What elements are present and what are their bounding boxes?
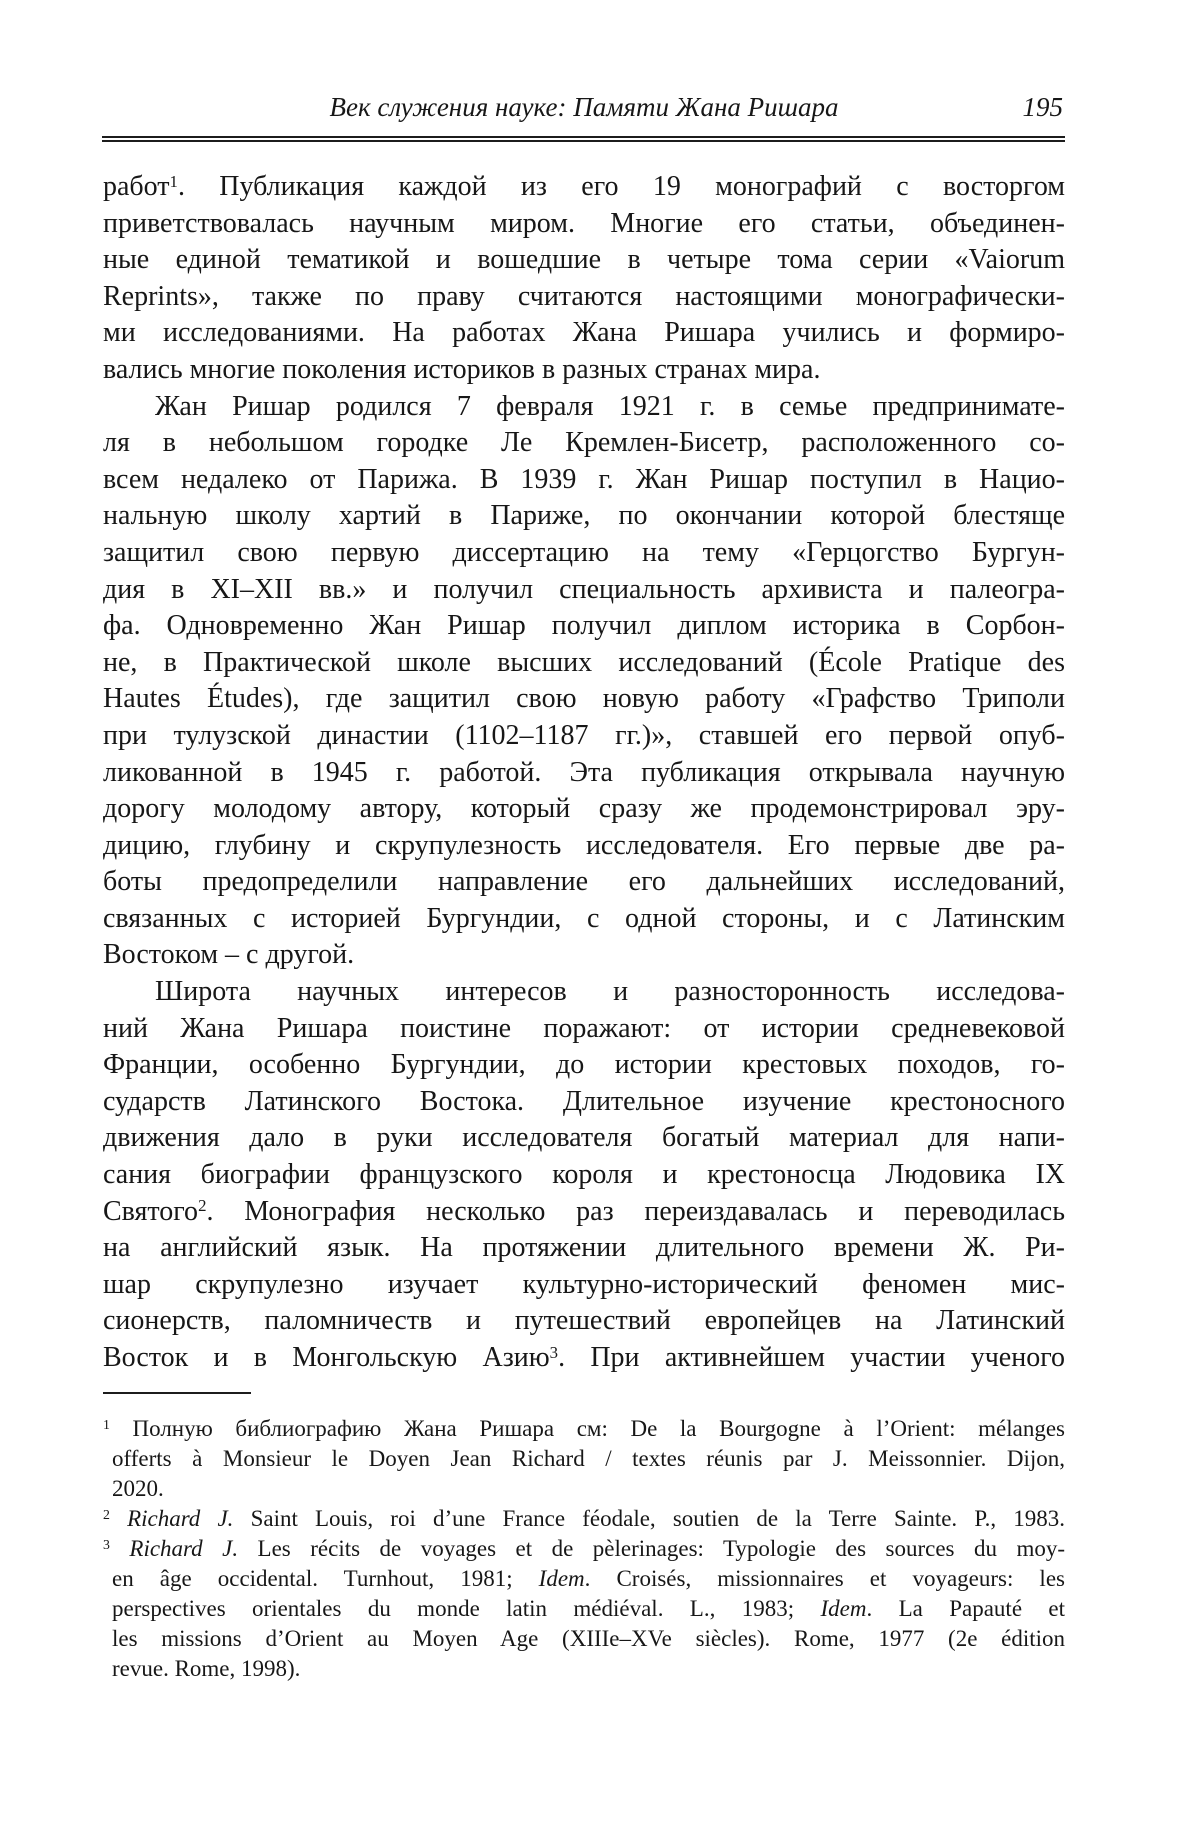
italic-text: Idem [538,1566,585,1591]
body-text-line: не, в Практической школе высших исследований (École Pratique des [103,646,1065,678]
body-text [103,169,1065,1377]
footnote-line: perspectives orientales du monde latin médiéval. L., 1983; Idem. La Papauté et [112,1596,1065,1621]
footnote-line: revue. Rome, 1998). [112,1656,301,1681]
body-text-line: ля в небольшом городке Ле Кремлен-Бисетр, расположенного со- [103,427,1065,459]
footnote-separator-rule [103,1392,251,1394]
body-text-line: Франции, особенно Бургундии, до истории крестовых походов, го- [103,1049,1065,1081]
body-text-line: фа. Одновременно Жан Ришар получил диплом историка в Сорбон- [103,610,1065,642]
footnote-line: $^1$ Полную библиографию Жана Ришара см: De la Bourgogne à l’Orient: mélanges [103,1416,1065,1441]
italic-text: Richard J. [129,1536,239,1561]
footnote-line: les missions d’Orient au Moyen Age (XIIIe–XVe siècles). Rome, 1977 (2e édition [112,1626,1065,1651]
body-text-line: сударств Латинского Востока. Длительное изучение крестоносного [103,1085,1065,1117]
body-text-line: Жан Ришар родился 7 февраля 1921 г. в семье предпринимате- [155,390,1065,422]
body-text-line: дорогу молодому автору, который сразу же продемонстрировал эру- [103,793,1065,825]
body-text-line: Широта научных интересов и разносторонность исследова- [155,976,1065,1008]
italic-text: Richard J. [127,1506,234,1531]
body-text-line: ные единой тематикой и вошедшие в четыре тома серии «Vaiorum [103,244,1065,276]
body-text-line: защитил свою первую диссертацию на тему «Герцогство Бургун- [103,536,1065,568]
footnote-line: $^2$ Richard J. Saint Louis, roi d’une France féodale, soutien de la Terre Sainte. P., 1983. [103,1506,1065,1531]
body-text-line: сания биографии французского короля и крестоносца Людовика IX [103,1159,1065,1191]
footnote-ref-superscript: 3 [103,1537,110,1553]
body-text-line: ний Жана Ришара поистине поражают: от истории средневековой [103,1012,1065,1044]
body-text-line: дицию, глубину и скрупулезность исследователя. Его первые две ра- [103,829,1065,861]
body-text-line: работ$^1$. Публикация каждой из его 19 монографий с восторгом [103,171,1065,202]
page-number: 195 [1022,92,1063,122]
body-text-line: Hautes Études), где защитил свою новую работу «Графство Триполи [103,683,1065,715]
body-text-line: движения дало в руки исследователя богатый материал для напи- [103,1122,1065,1154]
body-text-line: всем недалеко от Парижа. В 1939 г. Жан Ришар поступил в Нацио- [103,463,1065,495]
body-text-line: приветствовалась научным миром. Многие его статьи, объединен- [103,207,1065,239]
footnotes [103,1414,1065,1684]
body-text-line: шар скрупулезно изучает культурно-исторический феномен мис- [103,1268,1065,1300]
footnote-ref-superscript: 1 [103,1417,110,1433]
italic-text: Idem [820,1596,867,1621]
footnote-line: en âge occidental. Turnhout, 1981; Idem. Croisés, missionnaires et voyageurs: les [112,1566,1065,1591]
body-text-line: связанных с историей Бургундии, с одной стороны, и с Латинским [103,902,1065,934]
footnote-line: offerts à Monsieur le Doyen Jean Richard / textes réunis par J. Meissonnier. Dijon, [112,1446,1065,1471]
body-text-line: вались многие поколения историков в разных странах мира. [103,353,821,385]
footnote-ref-superscript: 3 [549,1342,559,1362]
footnote-ref-superscript: 1 [169,171,178,191]
running-header [103,88,1065,126]
footnote-line: $^3$ Richard J. Les récits de voyages et de pèlerinages: Typologie des sources du moy- [103,1536,1065,1561]
body-text-line: Reprints», также по праву считаются настоящими монографически- [103,280,1065,312]
footnote-ref-superscript: 2 [103,1507,110,1523]
running-header-title: Век служения науке: Памяти Жана Ришара [329,92,839,122]
body-text-line: ликованной в 1945 г. работой. Эта публикация открывала научную [103,756,1065,788]
body-text-line: нальную школу хартий в Париже, по окончании которой блестяще [103,500,1065,532]
body-text-line: при тулузской династии (1102–1187 гг.)», ставшей его первой опуб- [103,719,1065,751]
body-text-line: на английский язык. На протяжении длительного времени Ж. Ри- [103,1232,1065,1264]
body-text-line: Восток и в Монгольскую Азию$^3$. При активнейшем участии ученого [103,1342,1065,1373]
body-text-line: боты предопределили направление его дальнейших исследований, [103,866,1065,898]
footnote-ref-superscript: 2 [198,1196,207,1216]
body-text-line: сионерств, паломничеств и путешествий европейцев на Латинский [103,1305,1065,1337]
body-text-line: Святого$^2$. Монография несколько раз переиздавалась и переводилась [103,1195,1065,1227]
body-text-line: дия в XI–XII вв.» и получил специальность архивиста и палеогра- [103,573,1065,605]
body-text-line: ми исследованиями. На работах Жана Ришара учились и формиро- [103,317,1065,349]
footnote-line: 2020. [112,1476,164,1501]
body-text-line: Востоком – с другой. [103,939,355,971]
header-double-rule [102,136,1065,142]
